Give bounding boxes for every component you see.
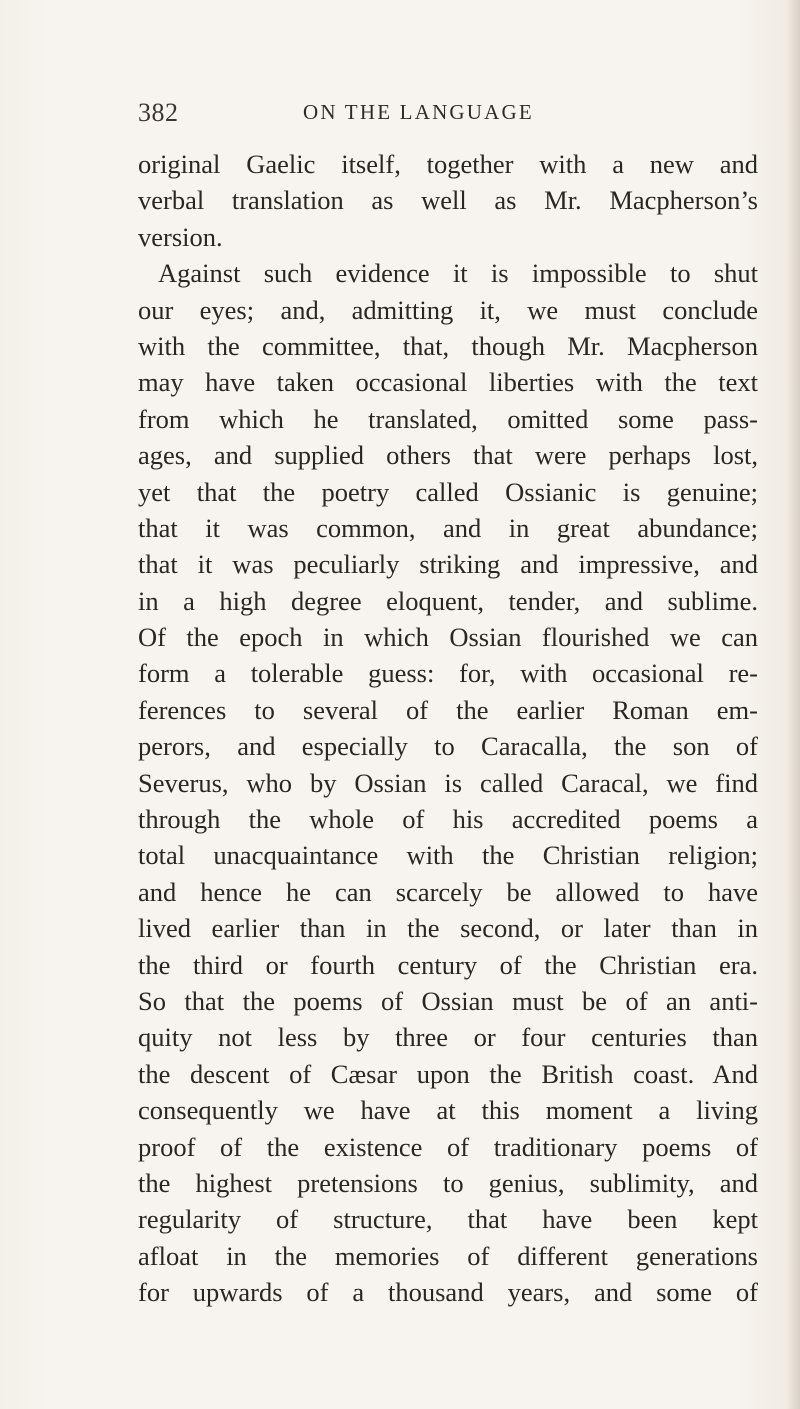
text-line: So that the poems of Ossian must be of an anti- [138,985,758,1016]
text-line: perors, and especially to Caracalla, the son of [138,731,758,762]
text-line: original Gaelic itself, together with a new and [138,149,758,179]
text-line: the third or fourth century of the Christian era. [138,949,758,980]
text-line: the descent of Cæsar upon the British coast. And [138,1058,758,1089]
text-line: lived earlier than in the second, or later than in [138,913,758,944]
text-line: yet that the poetry called Ossianic is genuine; [138,476,758,507]
text-line: proof of the existence of traditionary poems of [138,1131,758,1162]
text-line: for upwards of a thousand years, and some of [138,1277,758,1308]
text-line: the highest pretensions to genius, sublimity, and [138,1167,758,1198]
text-line: and hence he can scarcely be allowed to have [138,876,758,907]
text-line: that it was peculiarly striking and impressive, and [138,549,758,580]
text-line: regularity of structure, that have been kept [138,1204,758,1235]
text-line: verbal translation as well as Mr. Macpherson’s [138,185,758,216]
text-line: total unacquaintance with the Christian religion; [138,840,758,871]
text-line: ferences to several of the earlier Roman em- [138,694,758,725]
text-line: our eyes; and, admitting it, we must conclude [138,294,758,325]
text-line: Against such evidence it is impossible to shut [158,258,758,289]
page-number: 382 [138,98,179,127]
text-line: with the committee, that, though Mr. Macpherson [138,330,758,361]
text-line: afloat in the memories of different generations [138,1240,758,1271]
text-line: through the whole of his accredited poems a [138,804,758,835]
text-line: ages, and supplied others that were perhaps lost, [138,440,758,471]
page-header [138,98,658,138]
running-head: ON THE LANGUAGE [303,100,534,124]
body-text [138,146,758,1311]
page-edge-shadow [786,0,800,1409]
text-line: in a high degree eloquent, tender, and sublime. [138,585,758,616]
text-line: that it was common, and in great abundance; [138,512,758,543]
text-line: Severus, who by Ossian is called Caracal, we find [138,767,758,798]
text-line: version. [138,221,223,252]
text-line: may have taken occasional liberties with the text [138,367,758,398]
text-line: form a tolerable guess: for, with occasional re- [138,658,758,689]
text-line: from which he translated, omitted some pass- [138,403,758,434]
text-line: consequently we have at this moment a living [138,1095,758,1126]
text-line: quity not less by three or four centuries than [138,1022,758,1053]
text-line: Of the epoch in which Ossian flourished we can [138,622,758,653]
